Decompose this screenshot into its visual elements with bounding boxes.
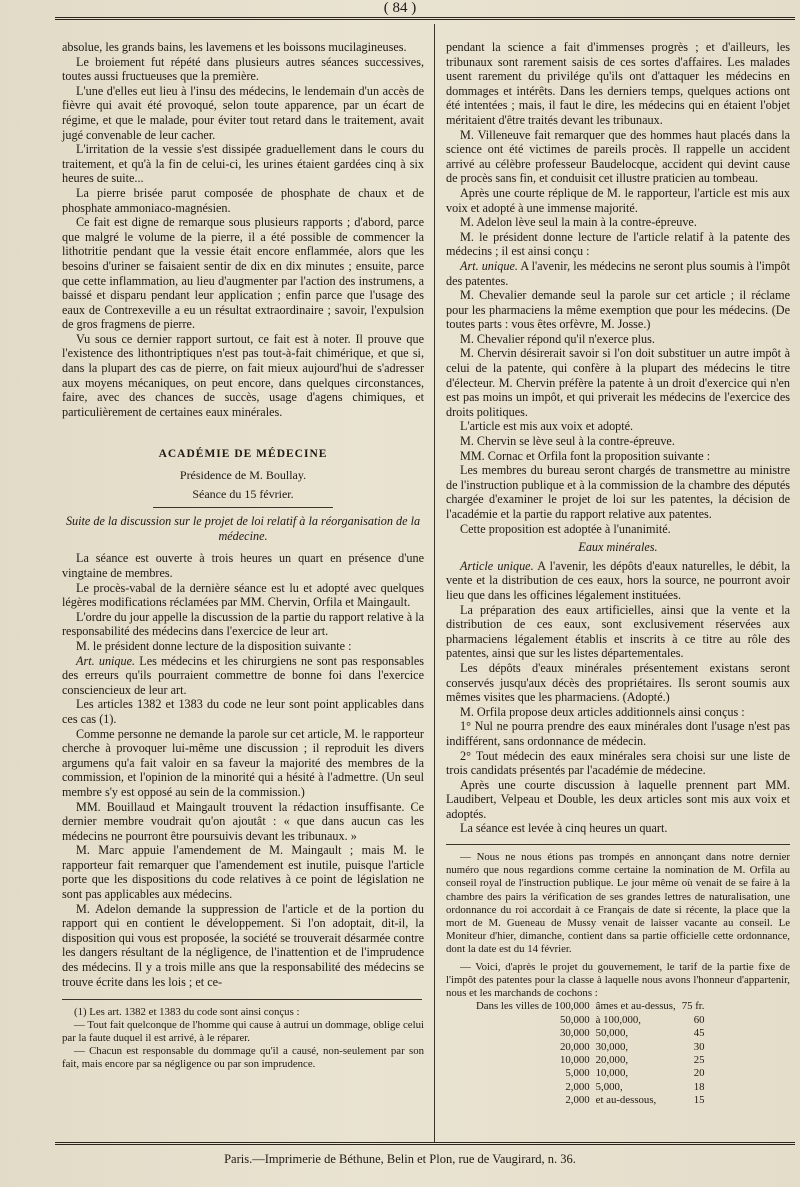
article-label: Article unique.: [460, 558, 534, 573]
paragraph: L'article est mis aux voix et adopté.: [460, 419, 634, 434]
tarif-cell-b: à 100,000,: [595, 1013, 641, 1026]
tarif-cell-b: 50,000,: [595, 1027, 629, 1040]
tarif-row: [476, 1067, 711, 1080]
paragraph: Les dépôts d'eaux minérales présentement existans seront conservés jusqu'aux décès des propriétaires. Ils seront soumis aux mêmes visites que les pharmaciens. (Adopté.): [446, 660, 790, 705]
tarif-cell-b: âmes et au-dessus,: [595, 1000, 676, 1013]
paragraph: MM. Cornac et Orfila font la proposition suivante :: [460, 448, 711, 463]
paragraph: M. Villeneuve fait remarquer que des hommes haut placés dans la science ont été victimes de pareils procès. Il rappelle un accident arrivé au célèbre professeur Baudelocque, accident qui devint cause de procès sans fin, et conduisit cet illustre praticien au tombeau.: [446, 127, 790, 186]
page-number: ( 84 ): [383, 0, 417, 16]
tarif-cell-b: et au-dessous,: [595, 1094, 657, 1107]
footnote-rule: [62, 999, 422, 1000]
paragraph: M. Chervin désirerait savoir si l'on doit substituer un autre impôt à celui de la patente, qui confère à la plupart des médecins le titre d'électeur. M. Chervin préfère la patente à un droit d'exercice qui n'en est pas moins un impôt, et qui priverait les médecins de l'exercice des droits politiques.: [446, 346, 790, 419]
tarif-cell-a: 20,000: [559, 1040, 590, 1053]
paragraph: Le procès-vabal de la dernière séance est lu et adopté avec quelques légères modifications réclamées par MM. Chervin, Orfila et Maingault.: [62, 580, 424, 610]
paragraph: Les articles 1382 et 1383 du code ne leur sont point applicables dans ces cas (1).: [62, 697, 424, 726]
tarif-cell-c: 75 fr.: [681, 1000, 705, 1013]
article-text: A l'avenir, les dépôts d'eaux naturelles, le débit, la vente et la distribution de ces eaux, hors la source, ne pourront avoir lieu que dans les officines légalement instituées.: [446, 558, 790, 602]
tarif-cell-a: 30,000: [559, 1027, 590, 1040]
tarif-cell-c: 15: [693, 1094, 705, 1107]
presidence-line: Présidence de M. Boullay.: [179, 468, 307, 483]
tarif-cell-c: 25: [693, 1053, 705, 1066]
tarif-cell-b: 30,000,: [595, 1040, 629, 1053]
tarif-row: [476, 1094, 711, 1107]
news-items: [446, 851, 790, 1107]
tarif-table: [476, 1000, 711, 1107]
tarif-cell-c: 30: [693, 1040, 705, 1053]
tarif-cell-c: 45: [693, 1027, 705, 1040]
paragraph: M. Chervin se lève seul à la contre-épreuve.: [460, 434, 675, 449]
paragraph: Ce fait est digne de remarque sous plusieurs rapports ; d'abord, parce que malgré le volume de la pierre, il a été possible de commencer la lithotritie pendant que la vessie était encore enflammée, alors que les besoins d'uriner se faisaient sentir de dix en dix minutes ; ensuite, parce que cette inflammation, au lieu d'augmenter par l'action des instrumens, a baissé et disparu pendant leur application ; enfin parce que l'usage des eaux de Contrexeville a eu un résultat extraordinaire ; savoir, l'expulsion de gros fragmens de pierre.: [62, 215, 424, 332]
paragraph: L'irritation de la vessie s'est dissipée graduellement dans le cours du traitement, et qu'à la fin de celui-ci, les urines étaient gardées cinq à six heures de suite...: [62, 142, 424, 186]
footnote: — Chacun est responsable du dommage qu'il a causé, non-seulement par son fait, mais encore par sa négligence ou par son imprudence.: [62, 1045, 424, 1071]
article-label: Art. unique.: [76, 653, 136, 668]
discussion-heading: Suite de la discussion sur le projet de loi relatif à la réorganisation de la médecine.: [65, 514, 421, 543]
article-paragraph: [446, 559, 790, 603]
imprint-line: Paris.—Imprimerie de Béthune, Belin et Plon, rue de Vaugirard, n. 36.: [224, 1152, 576, 1166]
article-text: Les médecins et les chirurgiens ne sont pas responsables des erreurs qu'ils pourraient commettre de bonne foi dans l'exercice consciencieux de leur art.: [62, 653, 425, 697]
paragraph: absolue, les grands bains, les lavemens et les boissons mucilagineuses.: [62, 40, 407, 54]
tarif-cell-a: 50,000: [559, 1013, 590, 1026]
tarif-row: [476, 1054, 711, 1067]
paragraph: Comme personne ne demande la parole sur cet article, M. le rapporteur cherche à provoquer lui-même une discussion ; il reproduit les divers argumens qu'a fait valoir en sa faveur la majorité des membres de la commission, et l'opinion de la minorité qui a hésité à l'admettre. (Un seul membre s'y est opposé au sein de la commission.): [62, 726, 424, 799]
paragraph: M. Chevalier répond qu'il n'exerce plus.: [460, 331, 655, 346]
tarif-cell-b: 10,000,: [595, 1067, 629, 1080]
tarif-cell-b: 20,000,: [595, 1053, 629, 1066]
paragraph: M. le président donne lecture de l'article relatif à la patente des médecins ; il est ainsi conçu :: [446, 229, 790, 259]
left-column: [62, 40, 424, 1071]
paragraph: M. Adelon lève seul la main à la contre-épreuve.: [460, 215, 697, 230]
tarif-cell-a: 2,000: [565, 1080, 590, 1093]
news-paragraph: — Voici, d'après le projet du gouvernement, le tarif de la partie fixe de l'impôt des patentes pour la classe à laquelle nous avons l'honneur d'appartenir, nous et les marchands de cochons :: [446, 960, 790, 1000]
tarif-cell-b: 5,000,: [595, 1080, 623, 1093]
paragraph: Après une courte discussion à laquelle prennent part MM. Laudibert, Velpeau et Double, les deux articles sont mis aux voix et adoptés.: [446, 777, 790, 821]
paragraph: Les membres du bureau seront chargés de transmettre au ministre de l'instruction publique et à la commission de la chambre des députés chargée d'examiner le projet de loi sur les patentes, la décision de l'académie et la partie du rapport relative aux patentes.: [446, 463, 790, 521]
column-divider: [434, 24, 435, 1142]
article-paragraph: [62, 654, 424, 698]
paragraph: 1° Nul ne pourra prendre des eaux minérales dont l'usage n'est pas indifférent, sans ordonnance de médecin.: [446, 719, 790, 748]
tarif-cell-a: 5,000: [565, 1067, 590, 1080]
short-rule: [153, 507, 333, 508]
paragraph: La séance est ouverte à trois heures un quart en présence d'une vingtaine de membres.: [62, 551, 424, 580]
tarif-cell-c: 60: [693, 1013, 705, 1026]
paragraph: M. Marc appuie l'amendement de M. Maingault ; mais M. le rapporteur fait remarquer que l'amendement est inutile, puisque l'article porte que les dispositions du code relatives à ce point de législation ne sont pas applicables aux médecins.: [62, 843, 424, 902]
paragraph: Vu sous ce dernier rapport surtout, ce fait est à noter. Il prouve que l'existence des lithontriptiques n'est pas tout-à-fait chimérique, et que si, dans la plupart des cas de pierre, on fait mieux aujourd'hui de s'adresser aux moyens mécaniques, on peut encore, dans quelques circonstances, faire, avec des chances de succès, usage d'agens chimiques, et particulièrement de certaines eaux minérales.: [62, 331, 424, 419]
bottom-rule: [55, 1142, 795, 1145]
top-rule: [55, 17, 795, 20]
footnotes: [62, 1006, 424, 1071]
paragraph: M. Orfila propose deux articles additionnels ainsi conçus :: [460, 704, 745, 719]
tarif-row: [476, 1000, 711, 1013]
news-paragraph: — Nous ne nous étions pas trompés en annonçant dans notre dernier numéro que nous regardions comme certaine la nomination de M. Orfila au conseil royal de l'instruction publique. Le jour même où venait de se faire à la chambre des pairs la vérification de ses grandes lettres de naturalisation, une ordonnance du roi accordait à ce Français de date si récente, la place que la mort de M. Gueneau de Mussy venait de laisser vacante au conseil. Le Moniteur d'hier, dimanche, contient dans sa partie officielle cette ordonnance, dont la date est du 14 février.: [446, 851, 790, 956]
paragraph: L'ordre du jour appelle la discussion de la partie du rapport relative à la responsabilité des médecins dans l'exercice de leur art.: [62, 609, 424, 639]
paragraph: 2° Tout médecin des eaux minérales sera choisi sur une liste de trois candidats présentés par l'académie de médecine.: [446, 748, 790, 778]
tarif-cell-c: 20: [693, 1067, 705, 1080]
section-title: ACADÉMIE DE MÉDECINE: [158, 448, 328, 461]
right-column: [446, 40, 790, 1108]
tarif-row: [476, 1014, 711, 1027]
article-paragraph: [446, 259, 790, 288]
tarif-cell-a: Dans les villes de 100,000: [476, 1000, 590, 1013]
paragraph: M. Chevalier demande seul la parole sur cet article ; il réclame pour les pharmaciens la même exemption que pour les médecins. (De toutes parts : vous êtes orfèvre, M. Josse.): [446, 288, 790, 332]
paragraph: M. Adelon demande la suppression de l'article et de la portion du rapport qui en contient le développement. Si l'on adoptait, dit-il, la disposition qui vous est proposée, la société se trouverait désarmée contre les dangers résultant de la négligence, de l'inattention et de l'imprudence des médecins. Il y a trois mille ans que la responsabilité des médecins se trouve écrite dans les lois ; et ce-: [62, 901, 424, 989]
tarif-row: [476, 1041, 711, 1054]
paragraph: Le broiement fut répété dans plusieurs autres séances successives, toutes aussi fructueuses que la première.: [62, 54, 424, 84]
paragraph: Après une courte réplique de M. le rapporteur, l'article est mis aux voix et adopté à une immense majorité.: [446, 185, 790, 215]
paragraph: La séance est levée à cinq heures un quart.: [460, 821, 668, 836]
article-text: A l'avenir, les médecins ne seront plus soumis à l'impôt des patentes.: [446, 258, 790, 288]
paragraph: La pierre brisée parut composée de phosphate de chaux et de phosphate ammoniaco-magnésien.: [62, 185, 424, 215]
paragraph: MM. Bouillaud et Maingault trouvent la rédaction insuffisante. Ce dernier membre voudrait qu'on ajoutât : « que dans aucun cas les médecins ne pourront être poursuivis devant les tribunaux. »: [62, 799, 424, 843]
subsection-title: Eaux minérales.: [578, 540, 658, 555]
tarif-row: [476, 1027, 711, 1040]
tarif-cell-a: 10,000: [559, 1053, 590, 1066]
footnote: (1) Les art. 1382 et 1383 du code sont ainsi conçus :: [74, 1006, 300, 1019]
tarif-cell-a: 2,000: [565, 1094, 590, 1107]
tarif-row: [476, 1081, 711, 1094]
article-label: Art. unique.: [460, 258, 518, 273]
section-rule: [446, 844, 790, 845]
footnote: — Tout fait quelconque de l'homme qui cause à autrui un dommage, oblige celui par la faute duquel il est arrivé, à le réparer.: [62, 1019, 424, 1045]
tarif-cell-c: 18: [693, 1080, 705, 1093]
paragraph: La préparation des eaux artificielles, ainsi que la vente et la distribution de ces eaux, sont exclusivement réservées aux pharmaciens légalement établis et inscrits à ce titre au rôle des patentes, ainsi que sur les listes départementales.: [446, 602, 790, 661]
seance-date: Séance du 15 février.: [192, 486, 294, 501]
paragraph: L'une d'elles eut lieu à l'insu des médecins, le lendemain d'un accès de fièvre qui avait été provoqué, selon toute apparence, par un écart de régime, et que le malade, pour éviter tout retard dans le traitement, avait jugé convenable de leur cacher.: [62, 83, 424, 142]
paragraph: pendant la science a fait d'immenses progrès ; et d'ailleurs, les tribunaux sont rarement saisis de ces sortes d'affaires. Les malades usent rarement du privilége qu'ils ont d'attaquer les médecins en dommages et intérêts. Dans les derniers temps, quelques actions ont été intentées ; mais, il faut le dire, les médecins qui en étaient l'objet méritaient d'être traités devant les tribunaux.: [446, 40, 790, 127]
paragraph: M. le président donne lecture de la disposition suivante :: [76, 638, 352, 653]
paragraph: Cette proposition est adoptée à l'unanimité.: [460, 521, 671, 536]
